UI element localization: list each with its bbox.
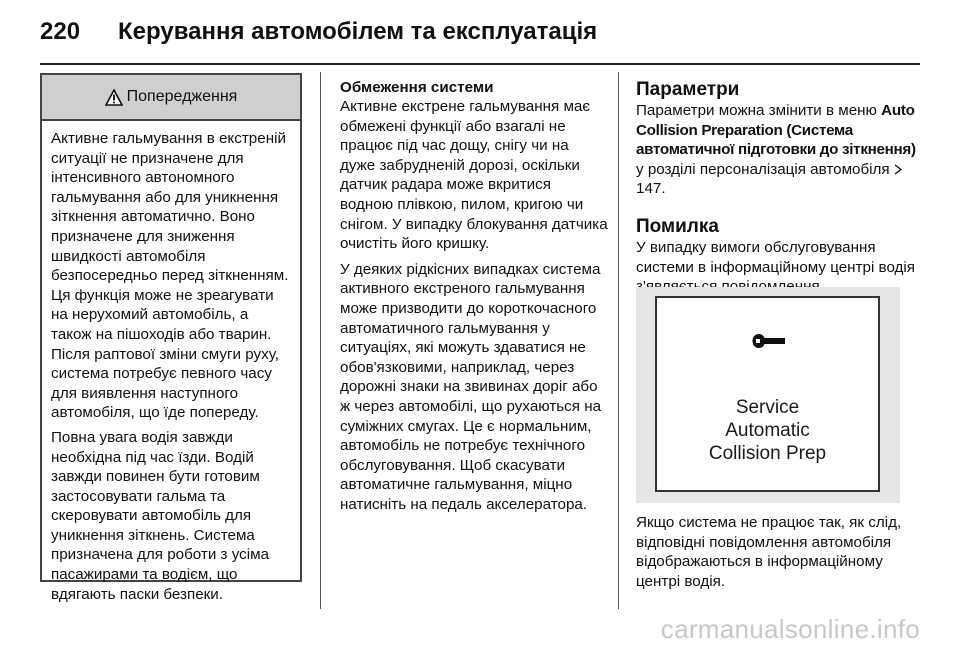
- limits-heading: Обмеження системи: [340, 79, 494, 96]
- wrench-icon: [752, 333, 786, 349]
- header-divider: [40, 63, 920, 65]
- display-screen: [655, 296, 880, 492]
- warning-paragraph: Активне гальмування в екстреній ситуації не призначене для інтенсивного автономного гальмування або для уникнення зіткнення автоматично. Воно призначене для зниження швидкості автомобіля безпосередньо перед зіткненням. Ця функція може не зреагувати на нерухомий автомобіль, а також на пішоходів або тварин. Після раптової зміни смуги руху, система потребує певного часу для виявлення наступного автомобіля, що їде попереду.: [51, 130, 289, 422]
- error-caption: Якщо система не працює так, як слід, відповідні повідомлення автомобіля відображаються в інформаційному центрі водія.: [636, 514, 902, 590]
- warning-box: [40, 73, 302, 603]
- settings-text: Параметри можна змінити в меню: [636, 102, 882, 119]
- error-heading: Помилка: [636, 215, 719, 237]
- settings-menu-name: Auto Collision Preparation (Система автоматичної підготовки до зіткнення): [636, 102, 916, 159]
- display-line-3: Collision Prep: [708, 443, 827, 464]
- settings-paragraph: [636, 101, 916, 199]
- error-paragraph: У випадку вимоги обслуговування системи в інформаційному центрі водія: [636, 238, 916, 276]
- settings-text-after: у розділі персоналізація автомобіля: [636, 160, 894, 178]
- warning-header: [42, 75, 300, 121]
- page-number: 220: [40, 18, 81, 45]
- settings-heading: Параметри: [636, 79, 740, 100]
- page-reference-icon: [894, 164, 903, 175]
- column-divider-left: [320, 72, 321, 609]
- display-line-2: Automatic: [725, 420, 810, 441]
- watermark: carmanualsonline.info: [660, 614, 920, 644]
- warning-triangle-icon: [105, 89, 123, 106]
- settings-error-section: [636, 78, 916, 297]
- limits-section: [340, 78, 608, 520]
- warning-body: [42, 121, 300, 604]
- driver-info-display-illustration: [636, 287, 900, 503]
- limits-paragraph: Активне екстрене гальмування має обмежені функції або взагалі не працює під час дощу, снігу чи на дуже забрудненій дорозі, оскільки датчик радара може вкритися водною плівкою, пилом, кригою чи снігом. У випадку блокування датчика очистіть його кришку.: [340, 98, 608, 253]
- column-divider-right: [618, 72, 619, 609]
- display-line-1: Service: [735, 397, 800, 418]
- page-reference: 147.: [636, 180, 666, 198]
- limits-paragraph: У деяких рідкісних випадках система активного екстреного гальмування може призводити до короткочасного автоматичного гальмування у ситуаціях, які можуть здаватися не обов'язковими, наприклад, через дорожні знаки на звивинах доріг або ж через автомобілі, що рухаються на суміжних смугах. Це є нормальним, автомобіль не потребує технічного обслуговування. Щоб скасувати автоматичне гальмування, міцно натисніть на педаль акселератора.: [340, 260, 602, 513]
- page-title: Керування автомобілем та експлуатація: [118, 18, 598, 45]
- warning-title: Попередження: [126, 88, 238, 105]
- page-header: [40, 12, 920, 52]
- warning-paragraph: Повна увага водія завжди необхідна під час їзди. Водій завжди повинен бути готовим застосовувати гальма та скеровувати автомобіль для уникнення зіткнень. Система призначена для роботи з усіма пасажирами та водієм, що вдягають паски безпеки.: [51, 428, 270, 603]
